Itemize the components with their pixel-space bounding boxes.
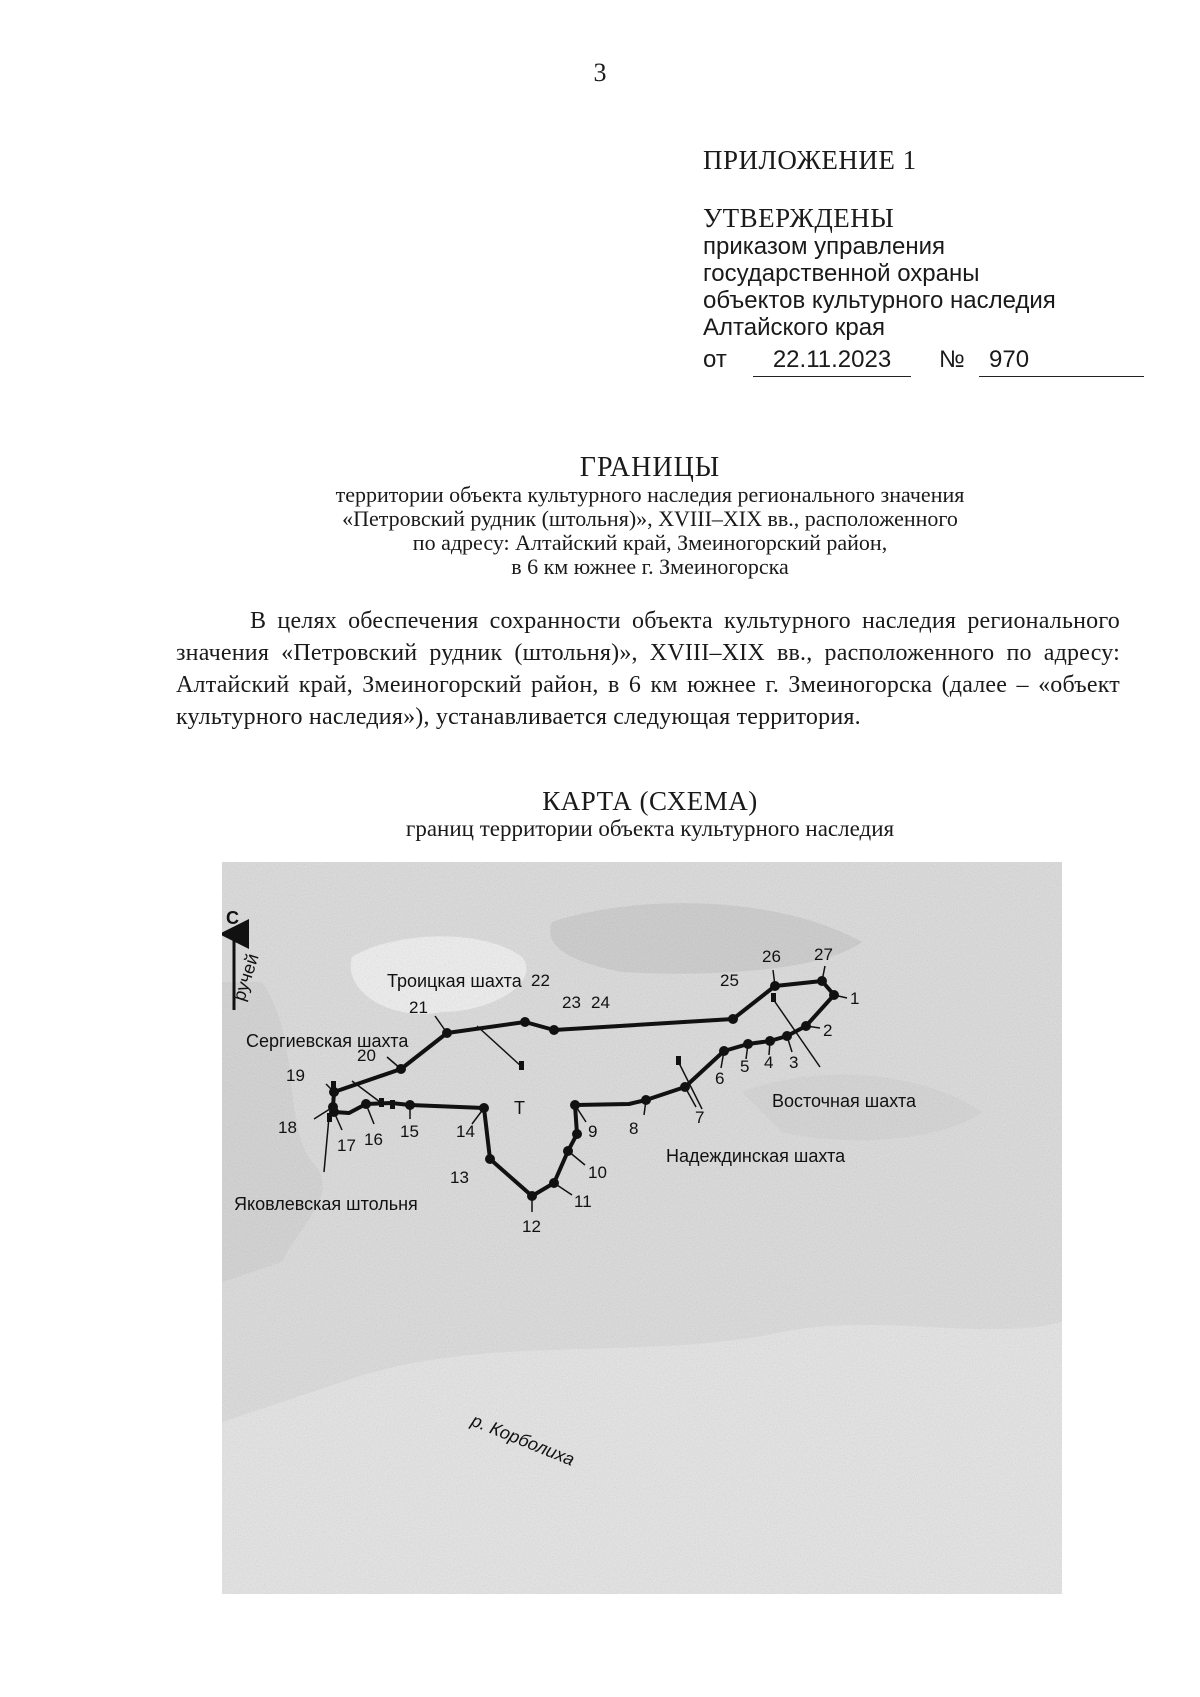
shaft-marker-icon [390,1100,395,1109]
boundary-vertex [328,1102,338,1112]
boundary-vertex [782,1031,792,1041]
boundary-vertex [728,1014,738,1024]
nadezhdinskaya-shaft-label: Надеждинская шахта [666,1146,846,1166]
point-label: 2 [823,1021,833,1040]
river-label: р. Корболиха [468,1410,578,1470]
point-label: 19 [286,1066,305,1085]
point-label: 21 [409,998,428,1017]
territory-label: Т [514,1098,525,1118]
boundary-vertex [405,1100,415,1110]
point-label: 3 [789,1053,799,1072]
appendix-label: ПРИЛОЖЕНИЕ 1 [703,145,917,175]
boundary-vertex [479,1103,489,1113]
point-label: 27 [814,945,833,964]
page-number: 3 [593,58,607,87]
shaft-marker-icon [331,1081,336,1090]
heading-title: ГРАНИЦЫ [579,452,721,483]
point-label: 17 [337,1136,356,1155]
boundary-vertex [680,1082,690,1092]
boundary-vertex [485,1154,495,1164]
point-label: 24 [591,993,610,1012]
heading-line: «Петровский рудник (штольня)», XVIII–XIX вв., расположенного [342,506,958,531]
map-grain [222,862,1062,1594]
point-label: 11 [574,1192,592,1211]
boundary-map [222,862,1062,1594]
boundary-vertex [770,981,780,991]
shaft-marker-icon [676,1056,681,1065]
map-heading [120,788,1180,842]
from-label: от [703,346,727,373]
point-label: 20 [357,1046,376,1065]
boundary-vertex [549,1025,559,1035]
boundary-vertex [719,1046,729,1056]
map-subtitle: границ территории объекта культурного наследия [405,816,895,841]
heading-line: территории объекта культурного наследия регионального значения [335,482,965,507]
boundary-vertex [442,1028,452,1038]
point-label: 6 [715,1069,725,1088]
point-label: 9 [588,1122,598,1141]
approval-line: Алтайского края [703,314,886,341]
point-label: 15 [400,1122,419,1141]
point-label: 18 [278,1118,297,1137]
boundary-vertex [572,1129,582,1139]
point-label: 10 [588,1163,607,1182]
boundary-vertex [361,1099,371,1109]
shaft-marker-icon [327,1113,332,1122]
point-label: 12 [522,1217,541,1236]
boundary-vertex [829,990,839,1000]
point-label: 1 [850,989,860,1008]
order-details [703,344,1133,378]
boundary-vertex [765,1036,775,1046]
approval-block [703,145,1133,378]
point-label: 13 [450,1168,469,1187]
approval-line: приказом управления [703,233,946,260]
boundary-vertex [570,1100,580,1110]
boundary-vertex [396,1064,406,1074]
shaft-marker-icon [379,1098,384,1107]
point-label: 23 [562,993,581,1012]
order-date: 22.11.2023 [753,346,911,377]
shaft-marker-icon [771,993,776,1002]
boundary-vertex [641,1095,651,1105]
troitskaya-shaft-label: Троицкая шахта [387,971,522,991]
map-svg [222,862,1062,1594]
boundary-vertex [817,976,827,986]
boundary-vertex [743,1039,753,1049]
approval-line: государственной охраны [703,260,980,287]
document-heading [120,453,1180,579]
heading-line: в 6 км южнее г. Змеиногорска [511,554,789,579]
boundary-vertex [563,1146,573,1156]
boundary-vertex [549,1178,559,1188]
body-paragraph: В целях обеспечения сохранности объекта культурного наследия регионального значения «Петровский рудник (штольня)», XVIII–XIX вв., расположенного по адресу: Алтайский край, Змеиногорский район, в 6 км южнее г. Змеиногорска (далее – «объект культурного наследия»), устанавливается следующая территория. [176,608,1120,730]
map-title: КАРТА (СХЕМА) [542,786,758,816]
vostochnaya-shaft-label: Восточная шахта [772,1091,917,1111]
approval-line: объектов культурного наследия [703,287,1056,314]
boundary-vertex [801,1021,811,1031]
point-label: 16 [364,1130,383,1149]
point-label: 14 [456,1122,475,1141]
sergievskaya-shaft-label: Сергиевская шахта [246,1031,409,1051]
order-number: 970 [979,346,1144,377]
north-label: С [226,908,239,928]
point-label: 7 [695,1108,705,1127]
point-label: 26 [762,947,781,966]
point-label: 8 [629,1119,639,1138]
point-label: 5 [740,1057,750,1076]
point-label: 25 [720,971,739,990]
number-sign: № [939,346,965,373]
point-label: 22 [531,971,550,990]
boundary-vertex [520,1017,530,1027]
heading-line: по адресу: Алтайский край, Змеиногорский район, [412,530,888,555]
boundary-vertex [527,1191,537,1201]
approved-label: УТВЕРЖДЕНЫ [703,203,895,233]
point-label: 4 [764,1053,774,1072]
shaft-marker-icon [519,1061,524,1070]
stream-label: ручей [228,951,263,1004]
yakovlevskaya-adit-label: Яковлевская штольня [234,1194,418,1214]
